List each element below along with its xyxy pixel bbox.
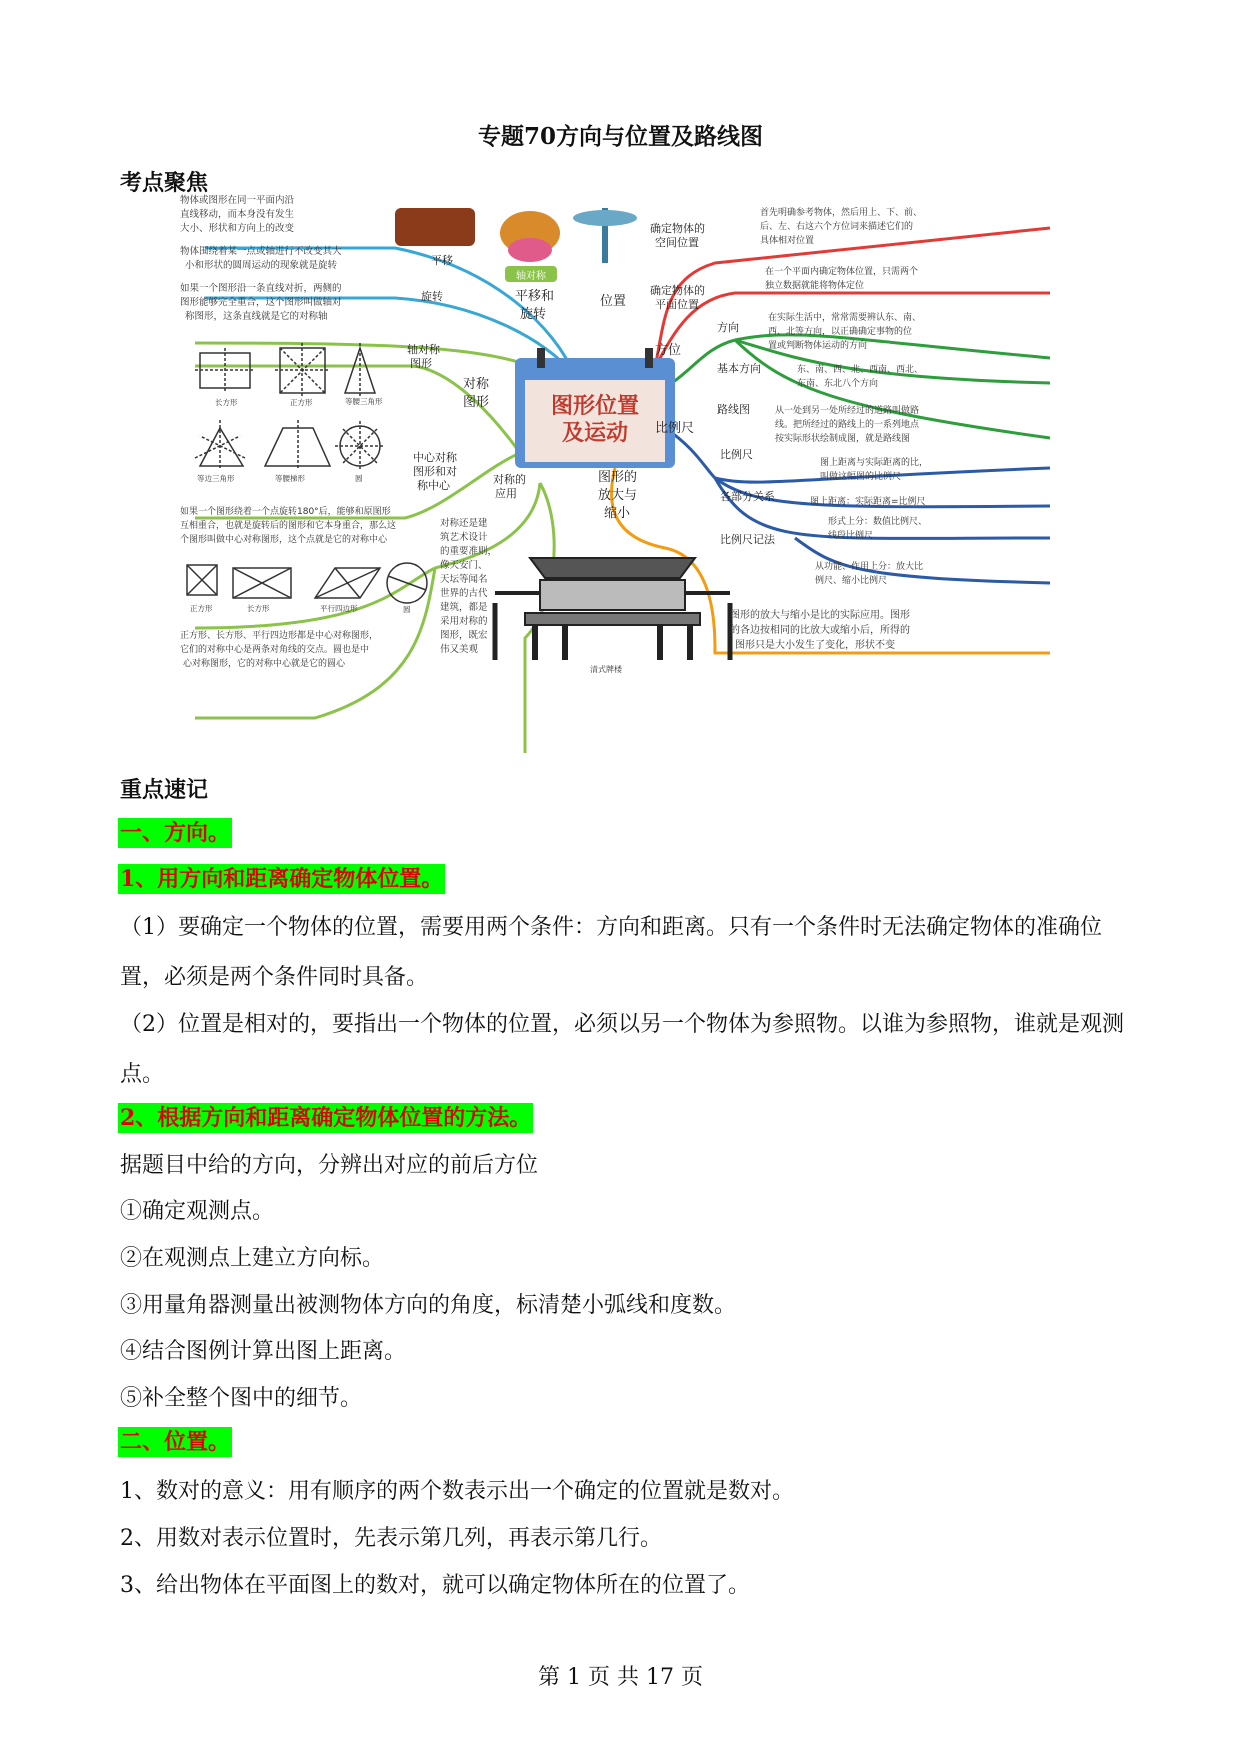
cs-label-circle: 圆 bbox=[403, 605, 411, 614]
axis-desc-2: 图形能够完全重合，这个图形叫做轴对 bbox=[180, 297, 342, 308]
space-desc-3: 具体相对位置 bbox=[760, 236, 815, 246]
center-calendar-icon bbox=[515, 348, 675, 468]
sym-use-desc-10: 伟又美观 bbox=[440, 644, 479, 655]
basic-dir-label: 基本方向 bbox=[717, 362, 761, 375]
mind-map bbox=[180, 195, 1050, 756]
rotate-desc-1: 物体围绕着某一点或轴进行不改变其大 bbox=[180, 246, 342, 257]
notation-desc2-1: 从功能、作用上分：放大比 bbox=[815, 562, 924, 572]
subheading-1: 1、用方向和距离确定物体位置。 bbox=[120, 866, 444, 892]
step-4: ④结合图例计算出图上距离。 bbox=[120, 1339, 407, 1364]
section-heading-focus: 考点聚焦 bbox=[120, 170, 209, 196]
translate-rotate-1: 平移和 bbox=[515, 289, 555, 304]
shape-label-trap: 等腰梯形 bbox=[275, 474, 305, 483]
subheading-2: 2、根据方向和距离确定物体位置的方法。 bbox=[120, 1105, 532, 1131]
basic-desc-2: 东南、东北八个方向 bbox=[797, 379, 879, 389]
step-5: ⑤补全整个图中的细节。 bbox=[120, 1386, 363, 1411]
dir-desc-2: 西、北等方向，以正确确定事物的位 bbox=[768, 327, 913, 337]
sym-use-desc-2: 筑艺术设计 bbox=[440, 532, 488, 543]
axis-sym-tag: 轴对称 bbox=[516, 271, 546, 282]
position-label: 位置 bbox=[600, 294, 627, 309]
translate-desc-2: 直线移动，而本身没有发生 bbox=[180, 209, 295, 220]
page-title: 专题70方向与位置及路线图 bbox=[477, 123, 763, 150]
dir-label: 方向 bbox=[717, 321, 739, 334]
axis-desc-1: 如果一个图形沿一条直线对折，两侧的 bbox=[180, 283, 342, 294]
sym-1: 对称 bbox=[463, 377, 490, 392]
step-2: ②在观测点上建立方向标。 bbox=[120, 1246, 385, 1271]
step-3: ③用量角器测量出被测物体方向的角度，标清楚小弧线和度数。 bbox=[120, 1293, 737, 1318]
space-pos-2: 空间位置 bbox=[655, 236, 699, 249]
heading-position: 二、位置。 bbox=[120, 1429, 231, 1455]
center-desc-1: 如果一个图形绕着一个点旋转180°后，能够和原图形 bbox=[180, 507, 391, 517]
scale-desc-1: 图上距离与实际距离的比， bbox=[820, 458, 929, 468]
position-item-1: 1、数对的意义：用有顺序的两个数表示出一个确定的位置就是数对。 bbox=[120, 1479, 794, 1504]
shape-label-rect: 长方形 bbox=[215, 398, 238, 407]
sym-use-desc-7: 建筑，都是 bbox=[440, 602, 488, 613]
scale-desc-2: 叫做这幅图的比例尺 bbox=[820, 472, 902, 482]
rotate-label: 旋转 bbox=[421, 290, 443, 303]
paragraph-2: （2）位置是相对的，要指出一个物体的位置，必须以另一个物体为参照物。以谁为参照物，谁就是观测点。 bbox=[120, 1012, 1125, 1087]
center-sym-2: 图形和对 bbox=[413, 465, 457, 478]
sym-use-desc-6: 世界的古代 bbox=[440, 588, 488, 599]
dir-desc-1: 在实际生活中，常常需要辨认东、南、 bbox=[768, 313, 922, 323]
center-text-1: 图形位置 bbox=[550, 394, 640, 419]
center-desc2-1: 正方形、长方形、平行四边形都是中心对称图形， bbox=[180, 631, 379, 641]
scale-sub-label: 比例尺 bbox=[720, 448, 753, 461]
axis-desc-3: 称图形，这条直线就是它的对称轴 bbox=[185, 311, 328, 322]
step-1: ①确定观测点。 bbox=[120, 1199, 275, 1224]
plane-pos-2: 平面位置 bbox=[655, 298, 699, 311]
step-intro: 据题目中给的方向，分辨出对应的前后方位 bbox=[120, 1153, 539, 1178]
paper-cut-images bbox=[395, 208, 637, 282]
plane-pos-1: 确定物体的 bbox=[650, 284, 705, 297]
notation-desc1-2: 线段比例尺 bbox=[828, 531, 874, 541]
arch-label: 清式牌楼 bbox=[590, 665, 622, 674]
zoom-desc-3: 图形只是大小发生了变化，形状不变 bbox=[735, 640, 895, 651]
center-desc2-2: 它们的对称中心是两条对角线的交点。圆也是中 bbox=[180, 645, 370, 655]
notation-desc2-2: 例尺、缩小比例尺 bbox=[815, 576, 888, 586]
translate-desc-3: 大小、形状和方向上的改变 bbox=[180, 223, 295, 234]
translate-label: 平移 bbox=[431, 254, 453, 267]
basic-desc-1: 东、南、西、北、西南、西北、 bbox=[797, 365, 924, 375]
rotate-desc-2: 小和形状的圆周运动的现象就是旋转 bbox=[185, 260, 338, 271]
scale-label: 比例尺 bbox=[655, 421, 695, 436]
section-heading-notes: 重点速记 bbox=[120, 777, 209, 803]
parts-label: 各部分关系 bbox=[720, 490, 775, 503]
center-sym-1: 中心对称 bbox=[413, 451, 457, 464]
plane-desc-2: 独立数据就能将物体定位 bbox=[765, 281, 865, 291]
sym-use-desc-8: 采用对称的 bbox=[440, 616, 488, 627]
route-desc-2: 线。把所经过的路线上的一系列地点 bbox=[775, 420, 920, 430]
cs-label-square: 正方形 bbox=[190, 604, 213, 613]
center-sym-3: 称中心 bbox=[417, 479, 450, 492]
sym-use-desc-9: 图形，既宏 bbox=[440, 630, 488, 641]
sym-use-desc-5: 天坛等闻名 bbox=[440, 574, 488, 585]
sym-use-2: 应用 bbox=[495, 487, 517, 500]
translate-rotate-2: 旋转 bbox=[520, 307, 547, 322]
dir-desc-3: 置或判断物体运动的方向 bbox=[768, 341, 868, 351]
zoom-desc-1: 图形的放大与缩小是比的实际应用。图形 bbox=[730, 610, 910, 621]
paragraph-1: （1）要确定一个物体的位置，需要用两个条件：方向和距离。只有一个条件时无法确定物体的准确位置，必须是两个条件同时具备。 bbox=[120, 915, 1103, 990]
axis-shapes-icon bbox=[195, 343, 385, 471]
shape-label-circle: 圆 bbox=[355, 474, 363, 483]
notation-label: 比例尺记法 bbox=[720, 533, 775, 546]
center-desc-3: 个图形叫做中心对称图形，这个点就是它的对称中心 bbox=[180, 535, 388, 545]
cs-label-rect: 长方形 bbox=[247, 604, 270, 613]
shape-label-square: 正方形 bbox=[290, 398, 313, 407]
space-desc-1: 首先明确参考物体，然后用上、下、前、 bbox=[760, 208, 923, 218]
center-text-2: 及运动 bbox=[561, 421, 629, 446]
center-sym-shapes-icon bbox=[187, 563, 427, 603]
shape-label-eq-tri: 等边三角形 bbox=[197, 474, 235, 483]
sym-use-desc-4: 像天安门、 bbox=[440, 560, 488, 571]
translate-desc-1: 物体或图形在同一平面内沿 bbox=[180, 195, 295, 206]
center-desc-2: 互相重合，也就是旋转后的图形和它本身重合，那么这 bbox=[180, 521, 397, 531]
sym-use-desc-1: 对称还是建 bbox=[440, 518, 488, 529]
parts-desc: 图上距离：实际距离=比例尺 bbox=[810, 497, 926, 507]
sym-use-desc-3: 的重要准则， bbox=[440, 546, 498, 557]
zoom-desc-2: 的各边按相同的比放大或缩小后，所得的 bbox=[730, 625, 910, 636]
route-desc-1: 从一处到另一处所经过的道路叫做路 bbox=[775, 406, 920, 416]
axis-sym-1: 轴对称 bbox=[407, 343, 440, 356]
sym-use-1: 对称的 bbox=[493, 473, 526, 486]
space-pos-1: 确定物体的 bbox=[650, 222, 705, 235]
plane-desc-1: 在一个平面内确定物体位置，只需两个 bbox=[765, 267, 919, 277]
arch-icon bbox=[495, 558, 730, 660]
page-footer: 第 1 页 共 17 页 bbox=[538, 1665, 703, 1690]
shape-label-iso-tri: 等腰三角形 bbox=[345, 397, 383, 406]
axis-sym-2: 图形 bbox=[410, 357, 432, 370]
route-desc-3: 按实际形状绘制成图，就是路线图 bbox=[775, 434, 911, 444]
sym-2: 图形 bbox=[463, 395, 490, 410]
center-desc2-3: 心对称图形，它的对称中心就是它的圆心 bbox=[183, 659, 346, 669]
position-item-2: 2、用数对表示位置时，先表示第几列，再表示第几行。 bbox=[120, 1526, 662, 1551]
cs-label-para: 平行四边形 bbox=[320, 604, 358, 613]
direction-label: 方位 bbox=[655, 343, 682, 358]
notation-desc1-1: 形式上分：数值比例尺、 bbox=[828, 517, 928, 527]
zoom-3: 缩小 bbox=[604, 506, 631, 521]
zoom-1: 图形的 bbox=[598, 470, 638, 485]
heading-direction: 一、方向。 bbox=[120, 820, 231, 846]
space-desc-2: 后、左、右这六个方位词来描述它们的 bbox=[760, 222, 914, 232]
zoom-2: 放大与 bbox=[598, 488, 638, 503]
position-item-3: 3、给出物体在平面图上的数对，就可以确定物体所在的位置了。 bbox=[120, 1573, 750, 1598]
route-label: 路线图 bbox=[717, 403, 750, 416]
